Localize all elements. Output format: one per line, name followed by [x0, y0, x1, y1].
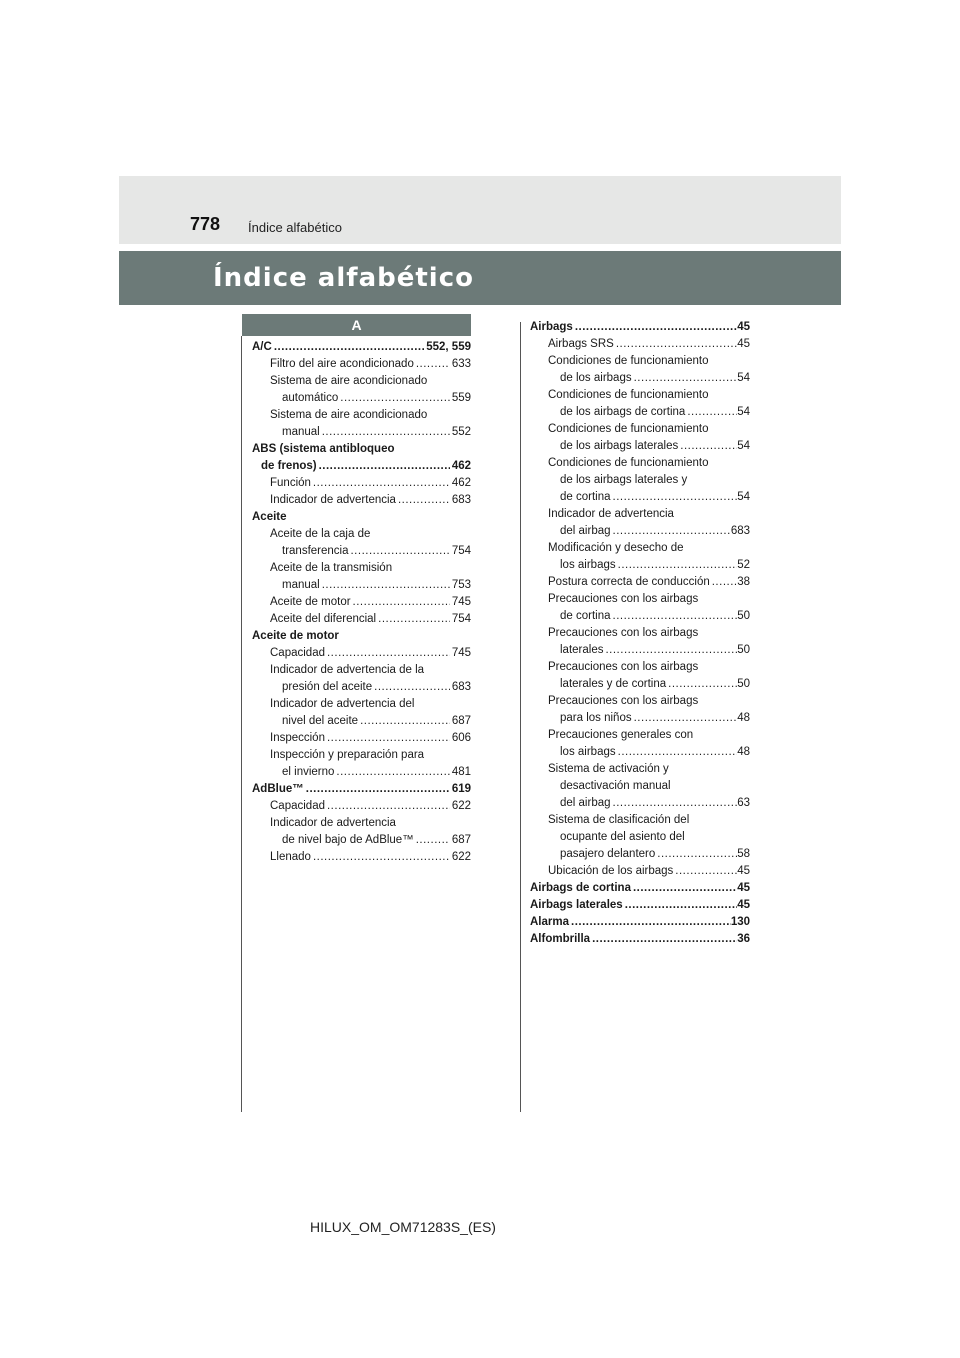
index-entry — [530, 387, 750, 404]
entry-page[interactable]: 683 — [730, 525, 750, 537]
index-entry — [530, 761, 750, 778]
entry-text: de frenos) — [261, 460, 317, 472]
index-entry — [252, 815, 471, 832]
entry-page[interactable]: 683 — [451, 681, 471, 693]
dot-leader — [571, 914, 731, 931]
entry-text: transferencia — [282, 545, 349, 557]
index-entry — [252, 696, 471, 713]
index-entry — [530, 914, 750, 931]
entry-page[interactable]: 552 — [451, 426, 471, 438]
index-entry — [530, 744, 750, 761]
entry-text: presión del aceite — [282, 681, 373, 693]
entry-page[interactable]: 754 — [451, 545, 471, 557]
entry-page[interactable]: 48 — [737, 712, 750, 724]
header-bar — [119, 176, 841, 244]
dot-leader — [350, 543, 449, 560]
index-entry — [530, 523, 750, 540]
entry-text: Ubicación de los airbags — [548, 865, 674, 877]
entry-page[interactable]: 462 — [451, 477, 471, 489]
entry-text: Llenado — [270, 851, 311, 863]
dot-leader — [616, 336, 737, 353]
entry-page[interactable]: 50 — [737, 678, 750, 690]
entry-text: para los niños — [560, 712, 632, 724]
index-entry — [252, 594, 471, 611]
entry-text: Condiciones de funcionamiento — [548, 355, 709, 367]
index-entry — [252, 611, 471, 628]
index-entry — [252, 832, 471, 849]
entry-page[interactable]: 50 — [737, 644, 750, 656]
index-entry — [530, 472, 750, 489]
index-entry — [530, 880, 750, 897]
index-entry — [530, 659, 750, 676]
entry-text: Postura correcta de conducción — [548, 576, 710, 588]
entry-text: de los airbags — [560, 372, 632, 384]
index-entry — [252, 356, 471, 373]
entry-text: Capacidad — [270, 800, 325, 812]
dot-leader — [613, 795, 738, 812]
dot-leader — [634, 710, 738, 727]
entry-text: de cortina — [560, 491, 611, 503]
entry-page[interactable]: 753 — [451, 579, 471, 591]
entry-text: ocupante del asiento del — [560, 831, 685, 843]
dot-leader — [398, 492, 450, 509]
entry-page[interactable]: 52 — [737, 559, 750, 571]
dot-leader — [605, 642, 737, 659]
dot-leader — [306, 781, 450, 798]
index-entry — [252, 645, 471, 662]
index-entry — [530, 625, 750, 642]
dot-leader — [416, 356, 450, 373]
entry-text: Aceite — [252, 511, 287, 523]
index-entry — [252, 509, 471, 526]
entry-text: Indicador de advertencia — [270, 494, 396, 506]
dot-leader — [680, 438, 737, 455]
dot-leader — [416, 832, 450, 849]
entry-text: Airbags de cortina — [530, 882, 631, 894]
entry-page[interactable]: 619 — [451, 783, 471, 795]
dot-leader — [327, 730, 450, 747]
document-code: HILUX_OM_OM71283S_(ES) — [310, 1219, 496, 1235]
entry-page[interactable]: 45 — [737, 882, 750, 894]
index-entry — [252, 560, 471, 577]
index-entry — [252, 577, 471, 594]
entry-page[interactable]: 687 — [451, 715, 471, 727]
entry-page[interactable]: 130 — [730, 916, 750, 928]
page-number: 778 — [190, 214, 221, 234]
entry-page[interactable]: 622 — [451, 800, 471, 812]
index-entry — [530, 642, 750, 659]
entry-text: Aceite de motor — [252, 630, 339, 642]
index-entry — [530, 727, 750, 744]
index-entry — [530, 608, 750, 625]
index-entry — [252, 526, 471, 543]
entry-text: Sistema de clasificación del — [548, 814, 690, 826]
index-entry — [530, 778, 750, 795]
entry-text: Inspección — [270, 732, 325, 744]
index-entry — [530, 336, 750, 353]
dot-leader — [322, 577, 450, 594]
entry-text: los airbags — [560, 559, 616, 571]
entry-text: manual — [282, 426, 320, 438]
entry-text: Precauciones con los airbags — [548, 593, 699, 605]
entry-text: de los airbags laterales — [560, 440, 679, 452]
entry-text: Alarma — [530, 916, 569, 928]
entry-text: Capacidad — [270, 647, 325, 659]
entry-text: Airbags — [530, 321, 573, 333]
entry-page[interactable]: 38 — [737, 576, 750, 588]
dot-leader — [327, 798, 450, 815]
running-head: Índice alfabético — [248, 220, 342, 235]
entry-page[interactable]: 63 — [737, 797, 750, 809]
entry-page[interactable]: 683 — [451, 494, 471, 506]
entry-page[interactable]: 462 — [451, 460, 471, 472]
index-entry — [252, 713, 471, 730]
page-title: Índice alfabético — [213, 263, 474, 293]
index-entry — [530, 812, 750, 829]
entry-page[interactable]: 745 — [451, 647, 471, 659]
entry-text: Precauciones con los airbags — [548, 695, 699, 707]
entry-page[interactable]: 54 — [737, 372, 750, 384]
index-entry — [252, 407, 471, 424]
entry-text: Condiciones de funcionamiento — [548, 389, 709, 401]
entry-text: laterales y de cortina — [560, 678, 667, 690]
entry-text: el invierno — [282, 766, 335, 778]
index-entry — [530, 591, 750, 608]
dot-leader — [353, 594, 450, 611]
entry-page[interactable]: 54 — [737, 491, 750, 503]
index-entry — [530, 370, 750, 387]
entry-page[interactable]: 687 — [451, 834, 471, 846]
dot-leader — [274, 339, 424, 356]
entry-text: de los airbags laterales y — [560, 474, 688, 486]
index-entry — [530, 557, 750, 574]
index-entry — [530, 829, 750, 846]
index-entry — [530, 795, 750, 812]
dot-leader — [634, 370, 738, 387]
index-entry — [252, 781, 471, 798]
entry-text: AdBlue™ — [252, 783, 304, 795]
index-entry — [530, 438, 750, 455]
entry-page[interactable]: 54 — [737, 406, 750, 418]
entry-text: del airbag — [560, 525, 611, 537]
dot-leader — [374, 679, 450, 696]
dot-leader — [336, 764, 449, 781]
dot-leader — [618, 557, 738, 574]
index-entry — [252, 475, 471, 492]
index-entry — [252, 747, 471, 764]
entry-text: manual — [282, 579, 320, 591]
entry-text: del airbag — [560, 797, 611, 809]
entry-text: Indicador de advertencia de la — [270, 664, 425, 676]
index-entry — [530, 931, 750, 948]
entry-page[interactable]: 622 — [451, 851, 471, 863]
section-letter-header: A — [242, 314, 471, 336]
entry-text: A/C — [252, 341, 272, 353]
dot-leader — [625, 897, 738, 914]
index-entry — [252, 849, 471, 866]
entry-text: Inspección y preparación para — [270, 749, 425, 761]
index-entry — [530, 421, 750, 438]
index-entry — [530, 693, 750, 710]
index-entry — [530, 676, 750, 693]
dot-leader — [322, 424, 450, 441]
entry-text: pasajero delantero — [560, 848, 656, 860]
index-entry — [252, 662, 471, 679]
index-entry — [252, 424, 471, 441]
right-column-rule — [520, 322, 521, 1112]
index-entry — [530, 863, 750, 880]
dot-leader — [319, 458, 450, 475]
index-entry — [252, 458, 471, 475]
entry-text: Indicador de advertencia — [548, 508, 674, 520]
index-entry — [252, 730, 471, 747]
entry-text: Aceite de la caja de — [270, 528, 371, 540]
entry-page[interactable]: 745 — [451, 596, 471, 608]
entry-page[interactable]: 552, 559 — [426, 341, 471, 353]
index-entry — [252, 679, 471, 696]
entry-text: desactivación manual — [560, 780, 671, 792]
index-entry — [252, 628, 471, 645]
entry-text: de cortina — [560, 610, 611, 622]
left-column-rule — [241, 336, 242, 1112]
entry-text: Condiciones de funcionamiento — [548, 457, 709, 469]
entry-page[interactable]: 45 — [737, 899, 750, 911]
index-entry — [252, 543, 471, 560]
index-column-right — [530, 319, 750, 948]
entry-page[interactable]: 50 — [737, 610, 750, 622]
entry-text: Función — [270, 477, 311, 489]
index-entry — [530, 319, 750, 336]
index-entry — [252, 441, 471, 458]
index-entry — [530, 846, 750, 863]
index-entry — [530, 353, 750, 370]
entry-page[interactable]: 45 — [737, 321, 750, 333]
index-entry — [530, 455, 750, 472]
entry-text: Airbags laterales — [530, 899, 623, 911]
entry-text: Aceite del diferencial — [270, 613, 377, 625]
dot-leader — [313, 475, 450, 492]
dot-leader — [675, 863, 737, 880]
dot-leader — [575, 319, 737, 336]
entry-page[interactable]: 481 — [451, 766, 471, 778]
entry-text: Aceite de la transmisión — [270, 562, 393, 574]
index-entry — [530, 404, 750, 421]
dot-leader — [618, 744, 738, 761]
entry-page[interactable]: 754 — [451, 613, 471, 625]
dot-leader — [378, 611, 450, 628]
entry-page[interactable]: 36 — [737, 933, 750, 945]
index-entry — [530, 710, 750, 727]
index-entry — [530, 897, 750, 914]
dot-leader — [657, 846, 737, 863]
entry-page[interactable]: 633 — [451, 358, 471, 370]
entry-page[interactable]: 559 — [451, 392, 471, 404]
dot-leader — [613, 489, 738, 506]
entry-page[interactable]: 606 — [451, 732, 471, 744]
index-column-left — [252, 339, 471, 866]
dot-leader — [360, 713, 450, 730]
entry-page[interactable]: 45 — [737, 338, 750, 350]
entry-text: Indicador de advertencia — [270, 817, 396, 829]
entry-text: Modificación y desecho de — [548, 542, 684, 554]
entry-text: Precauciones generales con — [548, 729, 694, 741]
dot-leader — [613, 523, 731, 540]
entry-text: Sistema de aire acondicionado — [270, 375, 428, 387]
index-entry — [530, 574, 750, 591]
index-entry — [252, 764, 471, 781]
entry-text: Filtro del aire acondicionado — [270, 358, 414, 370]
index-entry — [252, 390, 471, 407]
entry-text: Alfombrilla — [530, 933, 591, 945]
dot-leader — [687, 404, 737, 421]
index-entry — [252, 339, 471, 356]
index-entry — [530, 540, 750, 557]
index-entry — [530, 489, 750, 506]
index-entry — [252, 492, 471, 509]
index-entry — [252, 373, 471, 390]
entry-text: ABS (sistema antibloqueo — [252, 443, 395, 455]
index-entry — [530, 506, 750, 523]
entry-text: Sistema de activación y — [548, 763, 669, 775]
dot-leader — [712, 574, 737, 591]
dot-leader — [340, 390, 450, 407]
entry-text: Precauciones con los airbags — [548, 627, 699, 639]
entry-text: de nivel bajo de AdBlue™ — [282, 834, 414, 846]
entry-text: laterales — [560, 644, 604, 656]
entry-text: Airbags SRS — [548, 338, 614, 350]
entry-text: Precauciones con los airbags — [548, 661, 699, 673]
entry-text: nivel del aceite — [282, 715, 359, 727]
dot-leader — [313, 849, 450, 866]
dot-leader — [668, 676, 737, 693]
entry-text: Sistema de aire acondicionado — [270, 409, 428, 421]
entry-page[interactable]: 48 — [737, 746, 750, 758]
entry-text: automático — [282, 392, 339, 404]
dot-leader — [327, 645, 450, 662]
entry-page[interactable]: 54 — [737, 440, 750, 452]
dot-leader — [633, 880, 737, 897]
index-entry — [252, 798, 471, 815]
entry-text: los airbags — [560, 746, 616, 758]
dot-leader — [613, 608, 738, 625]
entry-text: de los airbags de cortina — [560, 406, 686, 418]
entry-page[interactable]: 45 — [737, 865, 750, 877]
entry-text: Aceite de motor — [270, 596, 351, 608]
dot-leader — [592, 931, 737, 948]
entry-text: Indicador de advertencia del — [270, 698, 415, 710]
entry-text: Condiciones de funcionamiento — [548, 423, 709, 435]
entry-page[interactable]: 58 — [737, 848, 750, 860]
